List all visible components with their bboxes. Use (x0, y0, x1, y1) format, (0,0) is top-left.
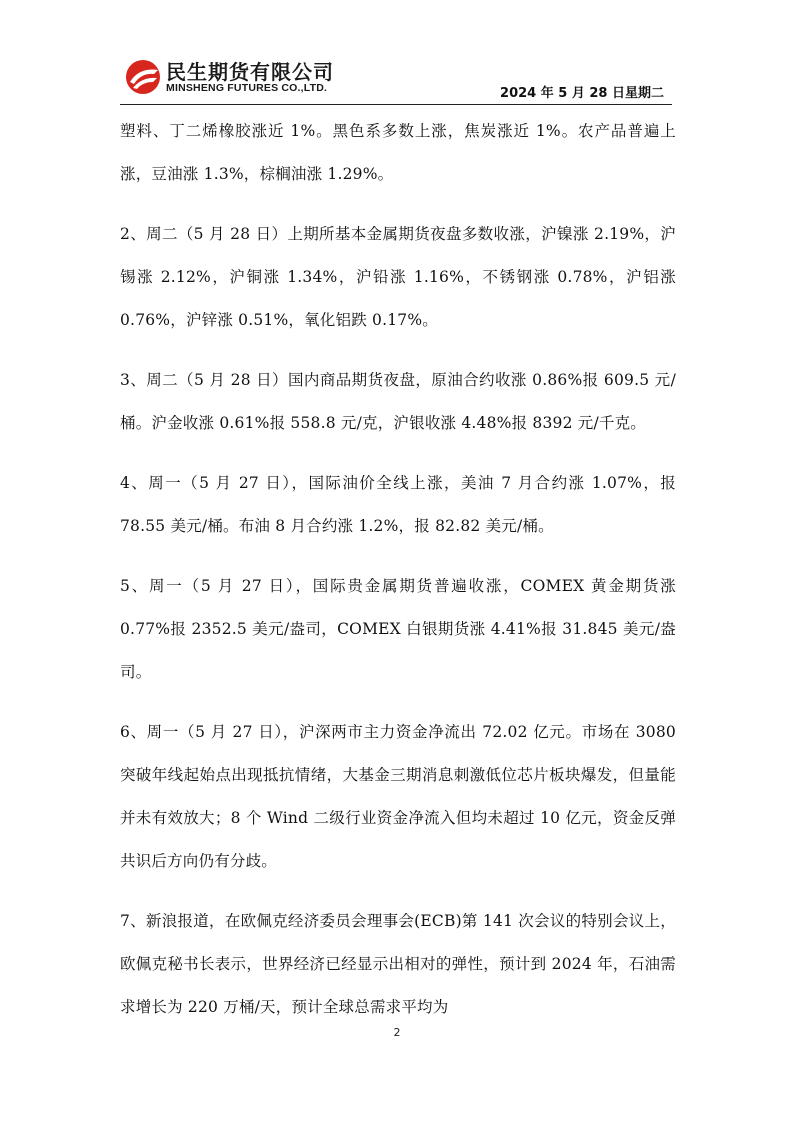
header-divider (120, 104, 672, 105)
company-name-cn: 民生期货有限公司 (166, 60, 334, 84)
page-header (0, 0, 794, 108)
minsheng-logo-icon (124, 58, 162, 96)
paragraph: 2、周二（5 月 28 日）上期所基本金属期货夜盘多数收涨，沪镍涨 2.19%，沪锡涨 2.12%，沪铜涨 1.34%，沪铅涨 1.16%，不锈钢涨 0.78%，沪铝涨 0.76%，沪锌涨 0.51%，氧化铝跌 0.17%。 (120, 225, 676, 329)
document-body (120, 110, 676, 1046)
paragraph: 4、周一（5 月 27 日），国际油价全线上涨，美油 7 月合约涨 1.07%，报 78.55 美元/桶。布油 8 月合约涨 1.2%，报 82.82 美元/桶。 (120, 474, 676, 535)
paragraph: 6、周一（5 月 27 日），沪深两市主力资金净流出 72.02 亿元。市场在 3080 突破年线起始点出现抵抗情绪，大基金三期消息刺激低位芯片板块爆发，但量能并未有效放大；8 个 Wind 二级行业资金净流入但均未超过 10 亿元，资金反弹共识后方向仍有分歧。 (120, 723, 676, 870)
paragraph: 5、周一（5 月 27 日），国际贵金属期货普遍收涨，COMEX 黄金期货涨 0.77%报 2352.5 美元/盎司，COMEX 白银期货涨 4.41%报 31.845 美元/盎司。 (120, 577, 676, 681)
paragraph: 7、新浪报道，在欧佩克经济委员会理事会(ECB)第 141 次会议的特别会议上，欧佩克秘书长表示，世界经济已经显示出相对的弹性，预计到 2024 年，石油需求增长为 220 万桶/天，预计全球总需求平均为 (120, 912, 676, 1016)
company-name-en: MINSHENG FUTURES CO.,LTD. (166, 82, 328, 94)
report-date: 2024 年 5 月 28 日星期二 (500, 86, 664, 101)
company-logo (124, 56, 374, 100)
paragraph: 3、周二（5 月 28 日）国内商品期货夜盘，原油合约收涨 0.86%报 609.5 元/桶。沪金收涨 0.61%报 558.8 元/克，沪银收涨 4.48%报 8392 元/千克。 (120, 371, 676, 432)
paragraph: 塑料、丁二烯橡胶涨近 1%。黑色系多数上涨，焦炭涨近 1%。农产品普遍上涨，豆油涨 1.3%，棕榈油涨 1.29%。 (120, 122, 676, 183)
page-number: 2 (393, 1026, 401, 1039)
